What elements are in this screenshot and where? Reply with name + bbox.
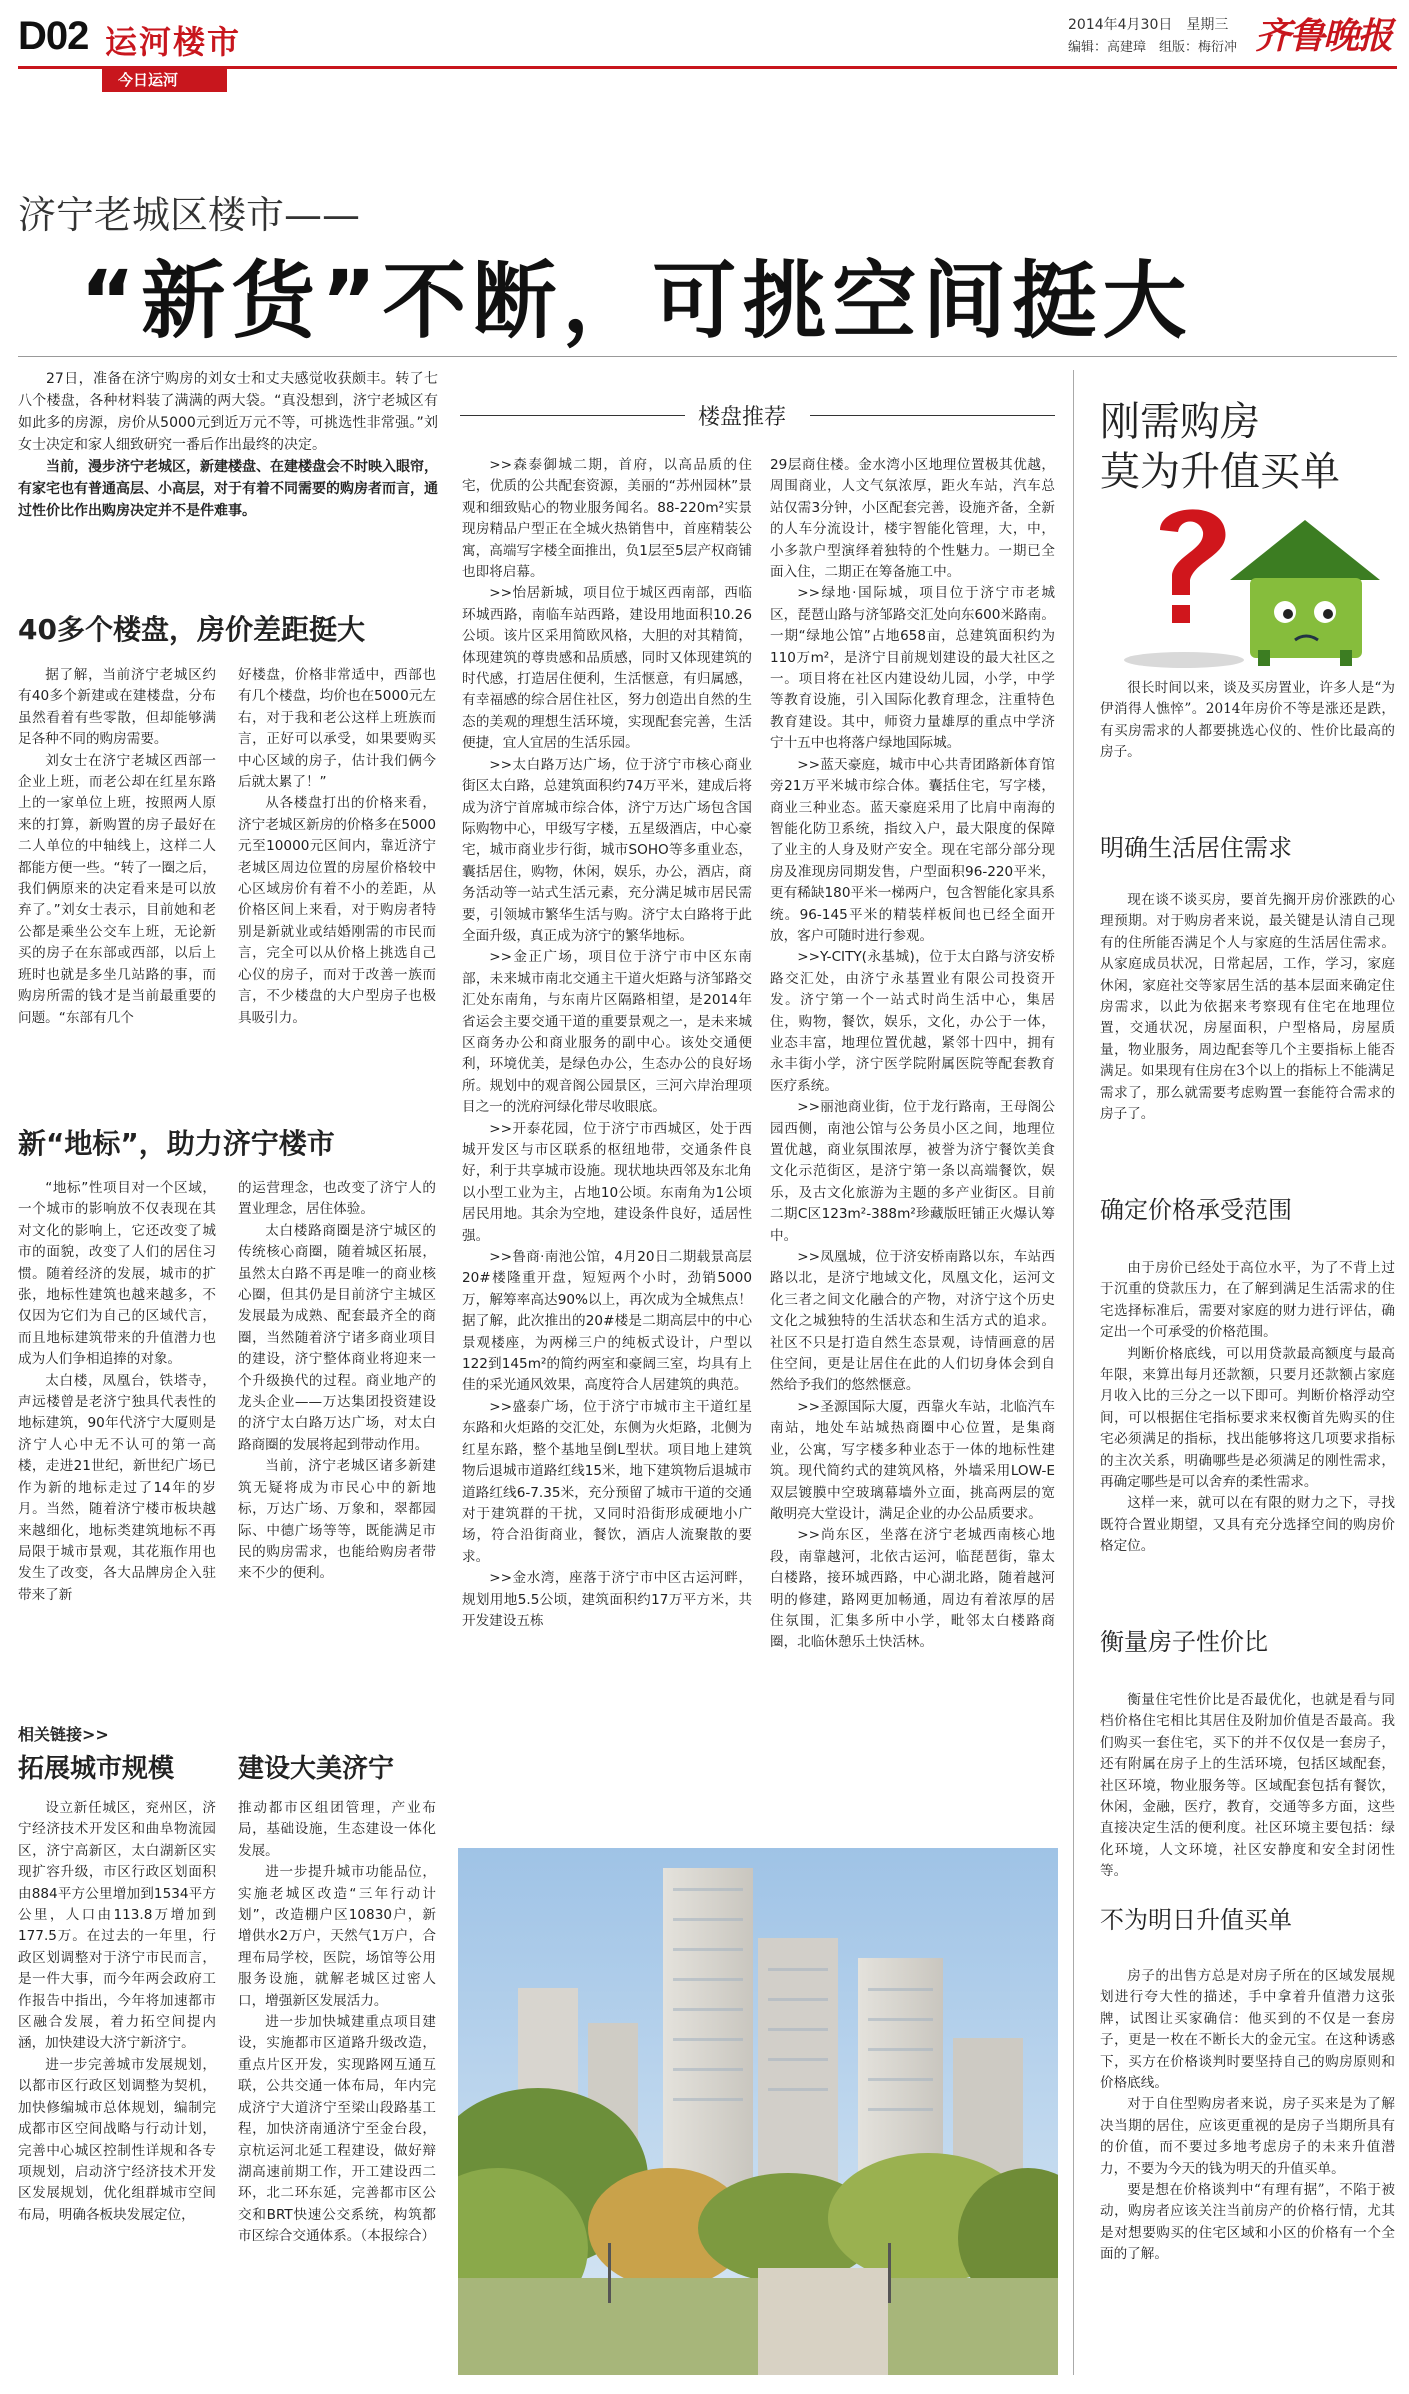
section-name: 运河楼市 bbox=[105, 23, 242, 61]
title-divider bbox=[18, 356, 1397, 357]
section1-paragraph: 从各楼盘打出的价格来看，济宁老城区新房的价格多在5000元至10000元区间内，靠近济宁老城区周边位置的房屋价格较中心区域房价有着不小的差距，从价格区间上来看，对于购房者特别是新就业或结婚刚需的市民而言，完全可以从价格上挑选自己心仪的房子，而对于改善一族而言，不少楼盘的大户型房子也极具吸引力。 bbox=[238, 795, 436, 1026]
sidebar-heading-1: 明确生活居住需求 bbox=[1100, 834, 1292, 862]
sidebar-paragraph: 要是想在价格谈判中“有理有据”，不陷于被动，购房者应该关注当前房产的价格行情，尤其是对想要购买的住宅区域和小区的价格有一个全面的了解。 bbox=[1100, 2182, 1395, 2263]
recommend-item: >>凤凰城，位于济安桥南路以东，车站西路以北，是济宁地域文化，凤凰文化，运河文化三者之间文化融合的产物，对济宁这个历史文化之城独特的生活状态和生活方式的追求。社区不只是打造自然生态景观，诗情画意的居住空间，更是让居住在此的人们切身体会到自然给予我们的悠然惬意。 bbox=[770, 1249, 1055, 1394]
question-house-illustration bbox=[1090, 500, 1390, 675]
section1-col-a bbox=[18, 665, 216, 1200]
recommend-item: >>怡居新城，项目位于城区西南部，西临环城西路，南临车站西路，建设用地面积10.26公顷。该片区采用简欧风格，大胆的对其精简，体现建筑的尊贵感和品质感，同时又体现建筑的时代感，打造居住便利，生活惬意，有归属感，有幸福感的综合居住社区，努力创造出自然的生态的美观的理想生活环境，实现配套完善，生活便捷，宜人宜居的生活乐园。 bbox=[462, 585, 752, 752]
related-paragraph: 进一步提升城市功能品位，实施老城区改造“三年行动计划”，改造棚户区10830户，新增供水2万户，天然气1万户，合理布局学校，医院，场馆等公用服务设施，就解老城区过密人口，增强新区发展活力。 bbox=[238, 1864, 436, 2009]
column-divider bbox=[1073, 370, 1074, 2375]
lead-paragraph-2: 当前，漫步济宁老城区，新建楼盘、在建楼盘会不时映入眼帘，有家宅也有普通高层、小高层，对于有着不同需要的购房者而言，通过性价比作出购房决定并不是件难事。 bbox=[18, 459, 438, 519]
recommend-item: >>鲁商·南池公馆，4月20日二期载景高层20#楼隆重开盘，短短两个小时，劲销5000万，解筹率高达90%以上，再次成为全城焦点！据了解，此次推出的20#楼是二期高层中的中心景观楼座，为两梯三户的纯板式设计，户型以122到145m²的简约两室和豪阔三室，均具有上佳的采光通风效果，高度符合人居建筑的典范。 bbox=[462, 1249, 752, 1394]
recommend-item: >>Y-CITY(永基城)，位于太白路与济安桥路交汇处，由济宁永基置业有限公司投资开发。济宁第一个一站式时尚生活中心，集居住，购物，餐饮，娱乐，文化，办公于一体，业态丰富，地理位置优越，紧邻十四中，拥有永丰街小学，济宁医学院附属医院等配套教育医疗系统。 bbox=[770, 949, 1055, 1094]
sidebar-paragraph: 判断价格底线，可以用贷款最高额度与最高年限，来算出每月还款额，只要月还款额占家庭月收入比的三分之一以下即可。判断价格浮动空间，可以根据住宅指标要求来权衡首先购买的住宅必须满足的指标，找出能够将这几项要求指标的主次关系，明确哪些是必须满足的刚性需求，再确定哪些是可以舍弃的柔性需求。 bbox=[1100, 1345, 1395, 1491]
title-kicker: 济宁老城区楼市—— bbox=[18, 193, 361, 237]
section2-col-a bbox=[18, 1178, 216, 1708]
section1-paragraph: 据了解，当前济宁老城区约有40多个新建或在建楼盘，分布虽然看着有些零散，但却能够满足各种不同的购房需要。 bbox=[18, 667, 216, 748]
sidebar-paragraph: 现在谈不谈买房，要首先搁开房价涨跌的心理预期。对于购房者来说，最关键是认清自己现有的住所能否满足个人与家庭的生活居住需求。从家庭成员状况，日常起居，工作，学习，家庭休闲，家庭社交等家居生活的基本层面来确定住房需求，以此为依据来考察现有住宅在地理位置，交通状况，房屋面积，户型格局，房屋质量，物业服务，周边配套等几个主要指标上能否满足。如果现有住房在3个以上的指标上不能满足需求了，那么就需要考虑购置一套能符合需求的房子了。 bbox=[1100, 892, 1395, 1123]
section1-heading: 40多个楼盘，房价差距挺大 bbox=[18, 613, 365, 646]
section1-paragraph: 刘女士在济宁老城区西部一企业上班，而老公却在红星东路上的一家单位上班，按照两人原来的打算，新购置的房子最好在二人单位的中轴线上，这样二人都能方便一些。“转了一圈之后，我们俩原来的决定看来是可以放弃了。”刘女士表示，目前她和老公都是乘坐公交车上班，无论新买的房子在东部或西部，以后上班时也就是多坐几站路的事，而购房所需的钱才是当前最重要的问题。“东部有几个 bbox=[18, 752, 216, 1026]
sidebar-paragraph: 这样一来，就可以在有限的财力之下，寻找既符合置业期望，又具有充分选择空间的购房价格定位。 bbox=[1100, 1495, 1395, 1555]
section2-paragraph: 的运营理念，也改变了济宁人的置业理念，居住体验。 bbox=[238, 1180, 436, 1218]
sidebar-section-2-text bbox=[1100, 1258, 1395, 1598]
related-right-text bbox=[238, 1798, 436, 2374]
recommend-item: >>丽池商业街，位于龙行路南，王母阁公园西侧，南池公馆与公务员小区之间，地理位置优越，商业氛围浓厚，被誉为济宁餐饮美食文化示范街区，是济宁第一条以高端餐饮，娱乐，及古文化旅游为主题的多产业街区。目前二期C区123m²-388m²珍藏版旺铺正火爆认筹中。 bbox=[770, 1099, 1055, 1244]
recommend-item: >>圣源国际大厦，西靠火车站，北临汽车南站，地处车站城热商圈中心位置，是集商业，公寓，写字楼多种业态于一体的地标性建筑。现代简约式的建筑风格，外墙采用LOW-E双层镀膜中空玻璃幕墙外立面，挑高两层的宽敞明亮大堂设计，满足企业的办公品质要求。 bbox=[770, 1398, 1055, 1522]
section2-paragraph: “地标”性项目对一个区域，一个城市的影响放不仅表现在其对文化的影响上，它还改变了城市的面貌，改变了人们的居住习惯。随着经济的发展，城市的扩张，地标性建筑也越来越多，不仅因为它们为自己的区域代言，而且地标建筑带来的升值潜力也成为人们争相追捧的对象。 bbox=[18, 1180, 216, 1368]
sidebar-intro-text: 很长时间以来，谈及买房置业，许多人是“为伊消得人憔悴”。2014年房价不等是涨还是跌，有买房需求的人都要挑选心仪的、性价比最高的房子。 bbox=[1100, 680, 1395, 761]
editors-line: 编辑：高建璋 组版：梅衍冲 bbox=[1068, 40, 1238, 55]
recommend-item: >>太白路万达广场，位于济宁市核心商业街区太白路，总建筑面积约74万平米，建成后将成为济宁首席城市综合体，济宁万达广场包含国际购物中心，甲级写字楼，五星级酒店，中心豪宅，城市商业步行街，城市SOHO等多重业态，囊括居住，购物，休闲，娱乐，办公，酒店，商务活动等一站式生活元素，充分满足城市居民需要，引领城市繁华生活与购。济宁太白路将于此全面升级，真正成为济宁的繁华地标。 bbox=[462, 756, 752, 944]
related-label: 相关链接>> bbox=[18, 1725, 109, 1744]
related-paragraph: 进一步完善城市发展规划，以都市区行政区划调整为契机，加快修编城市总体规划，编制完成都市区空间战略与行动计划，完善中心城区控制性详规和各专项规划，启动济宁经济技术开发区发展规划，优化组群城市空间布局，明确各板块发展定位， bbox=[18, 2056, 216, 2223]
sidebar-paragraph: 由于房价已经处于高位水平，为了不背上过于沉重的贷款压力，在了解到满足生活需求的住宅选择标准后，需要对家庭的财力进行评估，确定出一个可承受的价格范围。 bbox=[1100, 1260, 1395, 1341]
recommend-item: >>森泰御城二期，首府，以高品质的住宅，优质的公共配套资源，美丽的“苏州园林”景观和细致贴心的物业服务闻名。88-220m²实景现房精品户型正在全城火热销售中，首座精装公寓，高端写字楼全面推出，负1层至5层产权商铺也即将启幕。 bbox=[462, 457, 752, 581]
sidebar-heading-4: 不为明日升值买单 bbox=[1100, 1906, 1292, 1934]
recommend-item: >>绿地·国际城，项目位于济宁市老城区，琵琶山路与济邹路交汇处向东600米路南。一期“绿地公馆”占地658亩，总建筑面积约为110万m²，是济宁目前规划建设的最大社区之一。项目将在社区内建设幼儿园，小学，中学等教育设施，引入国际化教育理念，注重特色教育建设。其中，师资力量雄厚的重点中学济宁十五中也将落户绿地国际城。 bbox=[770, 585, 1055, 752]
related-left-text bbox=[18, 1798, 216, 2374]
related-paragraph: 设立新任城区，兖州区，济宁经济技术开发区和曲阜物流园区，济宁高新区，太白湖新区实现扩容升级，市区行政区划面积由884平方公里增加到1534平方公里，人口由113.8万增加到177.5万。在过去的一年里，行政区划调整对于济宁市民而言，是一件大事，而今年两会政府工作报告中指出，今年将加速都市区融合发展，着力拓空间提内涵，加快建设大济宁新济宁。 bbox=[18, 1800, 216, 2052]
recommend-heading: 楼盘推荐 bbox=[698, 405, 787, 430]
sidebar-title-1: 刚需购房 bbox=[1100, 399, 1260, 445]
recommend-item: >>盛泰广场，位于济宁市城市主干道红星东路和火炬路的交汇处，东侧为火炬路，北侧为红星东路，整个基地呈倒L型状。项目地上建筑物后退城市道路红线15米，地下建筑物后退城市道路红线6-7.35米，充分预留了城市干道的交通对于建筑群的干扰，又同时沿街形成硬地小广场，符合沿街商业，餐饮，酒店人流聚散的要求。 bbox=[462, 1398, 752, 1565]
sidebar-section-1-text bbox=[1100, 890, 1395, 1190]
section2-paragraph: 当前，济宁老城区诸多新建筑无疑将成为市民心中的新地标，万达广场、万象和，翠都园际、中德广场等等，既能满足市民的购房需求，也能给购房者带来不少的便利。 bbox=[238, 1458, 436, 1582]
recommend-rule-left bbox=[460, 415, 685, 416]
section2-heading: 新“地标”，助力济宁楼市 bbox=[18, 1127, 335, 1160]
recommend-item: >>尚东区，坐落在济宁老城西南核心地段，南靠越河，北依古运河，临琵琶街，靠太白楼路，接环城西路，中心湖北路，随着越河明的修建，路网更加畅通，周边有着浓厚的居住氛围，汇集多所中小学，毗邻太白楼路商圈，北临休憩乐土快活林。 bbox=[770, 1527, 1055, 1651]
section2-paragraph: 太白楼路商圈是济宁城区的传统核心商圈，随着城区拓展，虽然太白路不再是唯一的商业核心圈，但其仍是目前济宁主城区发展最为成熟、配套最齐全的商圈，当然随着济宁诸多商业项目的建设，济宁整体商业将迎来一个升级换代的过程。商业地产的龙头企业——万达集团投资建设的济宁太白路万达广场，对太白路商圈的发展将起到带动作用。 bbox=[238, 1222, 436, 1453]
page-title: “新货”不断，可挑空间挺大 bbox=[80, 252, 1193, 350]
sidebar-paragraph: 对于自住型购房者来说，房子买来是为了解决当期的居住，应该更重视的是房子当期所具有的价值，而不要过多地考虑房子的未来升值潜力，不要为今天的钱为明天的升值买单。 bbox=[1100, 2096, 1395, 2177]
sidebar-intro bbox=[1100, 678, 1395, 768]
section1-col-b bbox=[238, 665, 436, 1200]
paper-logo: 齐鲁晚报 bbox=[1255, 15, 1392, 57]
lead-paragraph-1: 27日，准备在济宁购房的刘女士和丈夫感觉收获颇丰。转了七八个楼盘，各种材料装了满满的两大袋。“真没想到，济宁老城区有如此多的房源，房价从5000元到近万元不等，可挑选性非常强。”刘女士决定和家人细致研究一番后作出最终的决定。 bbox=[18, 371, 438, 453]
recommend-item: >>蓝天豪庭，城市中心共青团路新体育馆旁21万平米城市综合体。囊括住宅，写字楼，商业三种业态。蓝天豪庭采用了比肩中南海的智能化防卫系统，指纹入户，最大限度的保障了业主的人身及财产安全。现在宅部分部分现房及准现房同期发售，户型面积96-220平米，更有稀缺180平米一梯两户，包含智能化家具系统。96-145平米的精装样板间也已经全面开放，客户可随时进行参观。 bbox=[770, 756, 1055, 944]
sidebar-heading-3: 衡量房子性价比 bbox=[1100, 1628, 1268, 1656]
recommend-col-b bbox=[770, 455, 1055, 1830]
related-left-heading: 拓展城市规模 bbox=[18, 1754, 175, 1784]
subsection-label: 今日运河 bbox=[118, 71, 179, 89]
sidebar-heading-2: 确定价格承受范围 bbox=[1100, 1196, 1292, 1224]
related-paragraph: 进一步加快城建重点项目建设，实施都市区道路升级改造，重点片区开发，实现路网互通互联，公共交通一体布局，年内完成济宁大道济宁至梁山段路基工程，加快济南通济宁至金台段，京杭运河北延工程建设，做好辩湖高速前期工作，开工建设西二环，北二环东延，完善都市区公交和BRT快速公交系统，构筑都市区综合交通体系。（本报综合） bbox=[238, 2014, 436, 2245]
recommend-item: 29层商住楼。金水湾小区地理位置极其优越，周围商业，人文气氛浓厚，距火车站，汽车总站仅需3分钟，小区配套完善，设施齐备，全新的人车分流设计，楼宇智能化管理，大，中，小多款户型演绎着独特的个性魅力。一期已全面入住，二期正在筹备施工中。 bbox=[770, 457, 1055, 581]
recommend-item: >>金正广场，项目位于济宁市中区东南部，未来城市南北交通主干道火炬路与济邹路交汇处东南角，与东南片区隔路相望，是2014年省运会主要交通干道的重要景观之一，是未来城区商务办公和商业服务的副中心。该处交通便利，环境优美，是绿色办公，生态办公的良好场所。规划中的观音阁公园景区，三河六岸治理项目之一的洸府河绿化带尽收眼底。 bbox=[462, 949, 752, 1116]
section2-col-b bbox=[238, 1178, 436, 1708]
section2-paragraph: 太白楼，凤凰台，铁塔寺，声远楼曾是老济宁独具代表性的地标建筑，90年代济宁大厦则是济宁人心中无不认可的第一高楼，走进21世纪，新世纪广场已作为新的地标走过了14年的岁月。当然，随着济宁楼市板块越来越细化，地标类建筑地标不再局限于城市景观，其花瓶作用也发生了改变，各大品牌房企入驻带来了新 bbox=[18, 1372, 216, 1603]
sidebar-paragraph: 衡量住宅性价比是否最优化，也就是看与同档价格住宅相比其居住及附加价值是否最高。我们购买一套住宅，买下的并不仅仅是一套房子，还有附属在房子上的生活环境，包括区域配套，社区环境，物业服务等。区域配套包括有餐饮，休闲，金融，医疗，教育，交通等多方面，这些直接决定生活的便利度。社区环境主要包括：绿化环境，人文环境，社区安静度和安全封闭性等。 bbox=[1100, 1692, 1395, 1880]
page-code: D02 bbox=[18, 14, 89, 58]
masthead bbox=[0, 0, 1409, 150]
sidebar-section-4-text bbox=[1100, 1966, 1395, 2374]
sidebar-section-3-text bbox=[1100, 1690, 1395, 1890]
building-photo bbox=[458, 1848, 1058, 2375]
date-line: 2014年4月30日 星期三 bbox=[1068, 17, 1229, 33]
recommend-rule-right bbox=[810, 415, 1055, 416]
related-paragraph: 推动都市区组团管理，产业布局，基础设施，生态建设一体化发展。 bbox=[238, 1800, 436, 1859]
recommend-col-a bbox=[462, 455, 752, 1830]
related-right-heading: 建设大美济宁 bbox=[238, 1754, 395, 1784]
lead-text bbox=[18, 368, 438, 583]
sidebar-paragraph: 房子的出售方总是对房子所在的区域发展规划进行夸大性的描述，手中拿着升值潜力这张牌，试图让买家确信：他买到的不仅是一套房子，更是一枚在不断长大的金元宝。在这种诱惑下，买方在价格谈判时要坚持自己的购房原则和价格底线。 bbox=[1100, 1968, 1395, 2092]
section1-paragraph: 好楼盘，价格非常适中，西部也有几个楼盘，均价也在5000元左右，对于我和老公这样上班族而言，正好可以承受，如果要购买中心区域的房子，估计我们俩今后就太累了！” bbox=[238, 667, 436, 791]
recommend-item: >>开泰花园，位于济宁市西城区，处于西城开发区与市区联系的枢纽地带，交通条件良好，利于共享城市设施。现状地块西邻及东北角以小型工业为主，占地10公顷。东南角为1公顷居民用地。其余为空地，建设条件良好，适居性强。 bbox=[462, 1120, 752, 1244]
recommend-item: >>金水湾，座落于济宁市中区古运河畔，规划用地5.5公顷，建筑面积约17万平方米，共开发建设五栋 bbox=[462, 1570, 752, 1629]
sidebar-title-2: 莫为升值买单 bbox=[1100, 449, 1340, 495]
